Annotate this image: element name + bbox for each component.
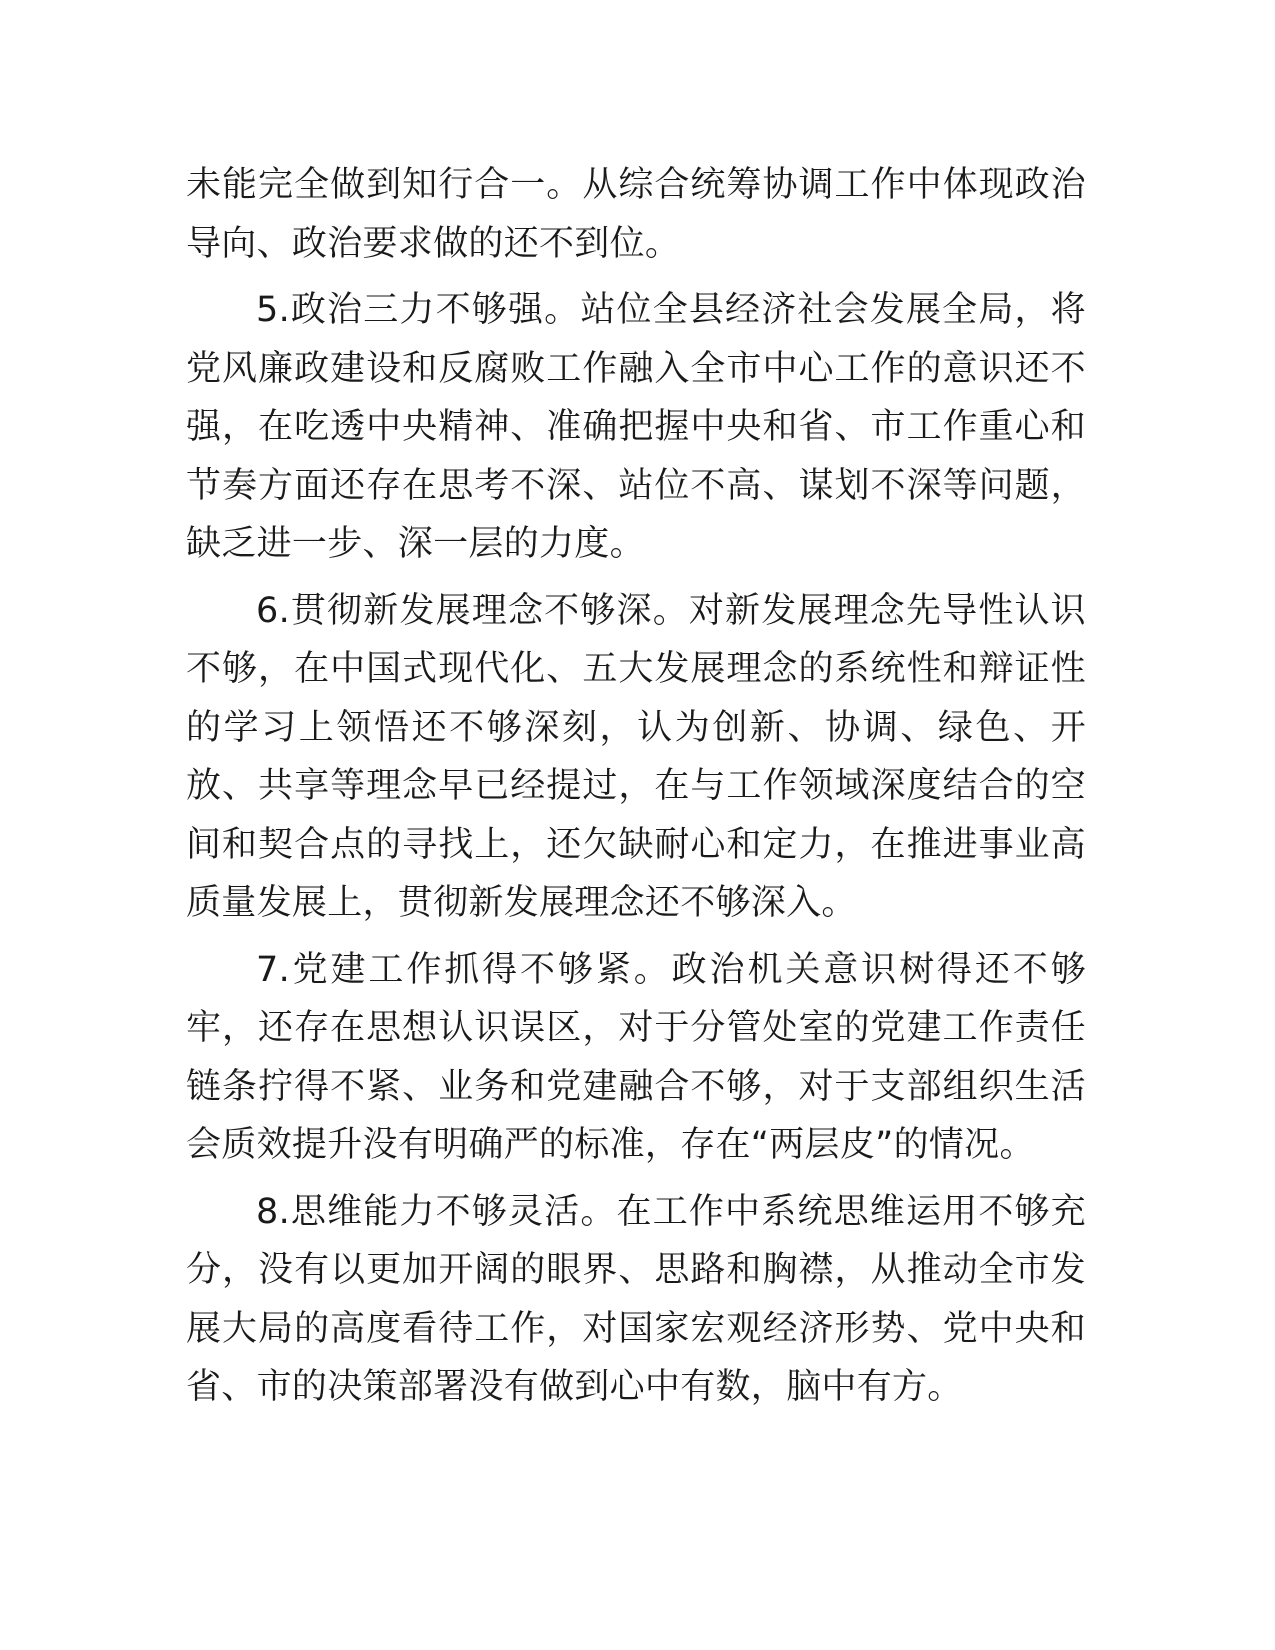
- document-body: [186, 156, 1086, 1425]
- paragraph-item-6: 6.贯彻新发展理念不够深。对新发展理念先导性认识不够，在中国式现代化、五大发展理念的系统性和辩证性的学习上领悟还不够深刻，认为创新、协调、绿色、开放、共享等理念早已经提过，在与工作领域深度结合的空间和契合点的寻找上，还欠缺耐心和定力，在推进事业高质量发展上，贯彻新发展理念还不够深入。: [186, 590, 1086, 923]
- paragraph-item-8: 8.思维能力不够灵活。在工作中系统思维运用不够充分，没有以更加开阔的眼界、思路和胸襟，从推动全市发展大局的高度看待工作，对国家宏观经济形势、党中央和省、市的决策部署没有做到心中有数，脑中有方。: [186, 1191, 1086, 1407]
- paragraph-item-5: 5.政治三力不够强。站位全县经济社会发展全局，将党风廉政建设和反腐败工作融入全市中心工作的意识还不强，在吃透中央精神、准确把握中央和省、市工作重心和节奏方面还存在思考不深、站位不高、谋划不深等问题，缺乏进一步、深一层的力度。: [186, 290, 1086, 564]
- paragraph-continuation: 未能完全做到知行合一。从综合统筹协调工作中体现政治导向、政治要求做的还不到位。: [186, 165, 1086, 264]
- paragraph-item-7: 7.党建工作抓得不够紧。政治机关意识树得还不够牢，还存在思想认识误区，对于分管处室的党建工作责任链条拧得不紧、业务和党建融合不够，对于支部组织生活会质效提升没有明确严的标准，存在“两层皮”的情况。: [186, 949, 1086, 1165]
